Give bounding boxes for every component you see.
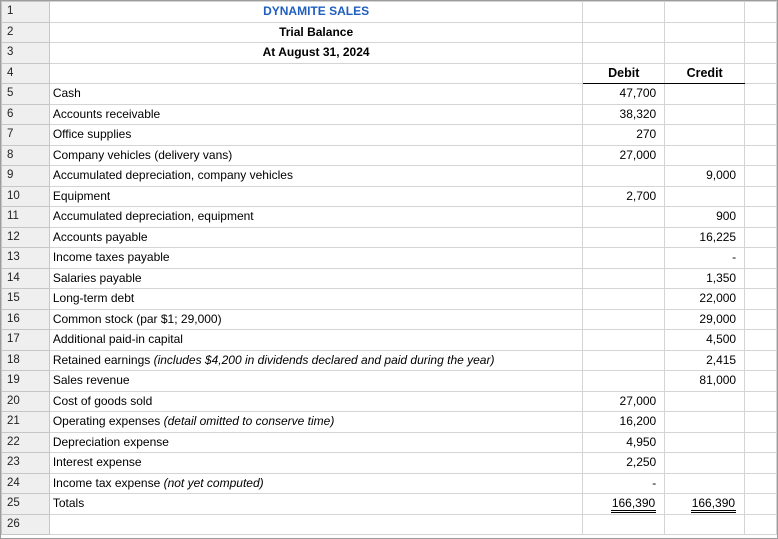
cell[interactable] <box>745 494 777 515</box>
cell[interactable] <box>745 330 777 351</box>
sheet-row <box>2 432 777 453</box>
debit-cell[interactable] <box>583 207 665 228</box>
row-header[interactable]: 14 <box>2 268 50 289</box>
row-header[interactable]: 8 <box>2 145 50 166</box>
debit-cell[interactable]: 16,200 <box>583 412 665 433</box>
row-header[interactable]: 11 <box>2 207 50 228</box>
cell[interactable] <box>745 473 777 494</box>
cell[interactable] <box>665 2 745 23</box>
account-name-cell[interactable] <box>49 166 583 187</box>
cell[interactable] <box>745 514 777 535</box>
debit-cell[interactable] <box>583 309 665 330</box>
sheet-row <box>2 412 777 433</box>
cell[interactable] <box>583 43 665 64</box>
cell[interactable] <box>583 22 665 43</box>
debit-cell[interactable] <box>583 248 665 269</box>
row-header[interactable]: 2 <box>2 22 50 43</box>
cell[interactable] <box>745 166 777 187</box>
cell[interactable] <box>745 350 777 371</box>
total-credit-cell[interactable] <box>665 494 745 515</box>
credit-cell[interactable] <box>665 84 745 105</box>
sheet-row <box>2 391 777 412</box>
row-header[interactable]: 16 <box>2 309 50 330</box>
credit-cell[interactable] <box>665 391 745 412</box>
account-label: Accounts payable <box>52 229 148 244</box>
debit-cell[interactable]: 2,700 <box>583 186 665 207</box>
debit-cell[interactable]: 2,250 <box>583 453 665 474</box>
row-header[interactable]: 5 <box>2 84 50 105</box>
cell[interactable] <box>745 391 777 412</box>
credit-cell[interactable] <box>665 412 745 433</box>
account-label: Salaries payable <box>52 270 142 285</box>
account-name-cell[interactable] <box>49 309 583 330</box>
credit-cell[interactable] <box>665 125 745 146</box>
account-label: Cost of goods sold <box>52 393 153 408</box>
credit-cell[interactable]: 4,500 <box>665 330 745 351</box>
debit-cell[interactable] <box>583 227 665 248</box>
row-header[interactable]: 9 <box>2 166 50 187</box>
sheet-row <box>2 2 777 23</box>
cell[interactable] <box>745 371 777 392</box>
cell[interactable] <box>745 289 777 310</box>
account-label: Office supplies <box>52 127 132 142</box>
credit-cell[interactable]: 16,225 <box>665 227 745 248</box>
row-header[interactable]: 10 <box>2 186 50 207</box>
account-name-cell[interactable] <box>49 453 583 474</box>
credit-column-header[interactable]: Credit <box>665 63 745 84</box>
account-label: Equipment <box>52 188 111 203</box>
credit-cell[interactable] <box>665 186 745 207</box>
sheet-row <box>2 125 777 146</box>
debit-cell[interactable]: 27,000 <box>583 145 665 166</box>
sheet-row <box>2 453 777 474</box>
debit-cell[interactable] <box>583 330 665 351</box>
row-header[interactable]: 23 <box>2 453 50 474</box>
row-header[interactable]: 18 <box>2 350 50 371</box>
account-name-cell[interactable] <box>49 227 583 248</box>
cell[interactable] <box>745 84 777 105</box>
sheet-row <box>2 350 777 371</box>
row-header[interactable]: 4 <box>2 63 50 84</box>
account-name-cell[interactable] <box>49 350 583 371</box>
cell[interactable] <box>745 145 777 166</box>
row-header[interactable]: 6 <box>2 104 50 125</box>
debit-cell[interactable]: 47,700 <box>583 84 665 105</box>
row-header[interactable]: 13 <box>2 248 50 269</box>
account-label: Operating expenses <box>52 414 164 429</box>
cell[interactable] <box>745 207 777 228</box>
account-note: (not yet computed) <box>163 475 264 490</box>
row-header[interactable]: 25 <box>2 494 50 515</box>
account-name-cell[interactable] <box>49 371 583 392</box>
account-label: Company vehicles (delivery vans) <box>52 147 233 162</box>
account-name-cell[interactable] <box>49 268 583 289</box>
cell[interactable] <box>745 125 777 146</box>
cell[interactable] <box>745 2 777 23</box>
sheet-row <box>2 268 777 289</box>
row-header[interactable]: 1 <box>2 2 50 23</box>
credit-cell[interactable] <box>665 453 745 474</box>
sheet-row <box>2 22 777 43</box>
cell[interactable] <box>49 63 583 84</box>
company-title-cell[interactable]: DYNAMITE SALES <box>49 2 583 23</box>
sheet-row <box>2 104 777 125</box>
credit-cell[interactable]: 9,000 <box>665 166 745 187</box>
cell[interactable] <box>665 43 745 64</box>
debit-cell[interactable]: 4,950 <box>583 432 665 453</box>
cell[interactable] <box>745 453 777 474</box>
credit-cell[interactable] <box>665 104 745 125</box>
cell[interactable] <box>745 227 777 248</box>
account-name-cell[interactable] <box>49 330 583 351</box>
debit-cell[interactable]: 27,000 <box>583 391 665 412</box>
sheet-row <box>2 309 777 330</box>
account-label: Additional paid-in capital <box>52 332 183 347</box>
cell[interactable] <box>583 514 665 535</box>
sheet-row <box>2 43 777 64</box>
account-label: Sales revenue <box>52 373 130 388</box>
account-name-cell[interactable] <box>49 289 583 310</box>
account-name-cell[interactable] <box>49 248 583 269</box>
cell[interactable] <box>745 104 777 125</box>
sheet-row <box>2 330 777 351</box>
credit-cell[interactable]: - <box>665 248 745 269</box>
trial-balance-grid <box>1 1 777 535</box>
row-header[interactable]: 26 <box>2 514 50 535</box>
account-name-cell[interactable] <box>49 186 583 207</box>
totals-label-cell[interactable]: Totals <box>49 494 583 515</box>
account-label: Accounts receivable <box>52 106 161 121</box>
sheet-row <box>2 145 777 166</box>
cell[interactable] <box>745 43 777 64</box>
account-note: (includes $4,200 in dividends declared and paid during the year) <box>153 352 495 367</box>
account-label: Long-term debt <box>52 291 135 306</box>
row-header[interactable]: 12 <box>2 227 50 248</box>
cell[interactable] <box>665 514 745 535</box>
account-label: Cash <box>52 86 81 101</box>
sheet-row <box>2 84 777 105</box>
credit-cell[interactable]: 29,000 <box>665 309 745 330</box>
credit-cell[interactable] <box>665 432 745 453</box>
account-label: Retained earnings <box>52 352 154 367</box>
cell[interactable] <box>665 22 745 43</box>
sheet-row <box>2 207 777 228</box>
account-name-cell[interactable] <box>49 145 583 166</box>
account-name-cell[interactable] <box>49 391 583 412</box>
sheet-row <box>2 371 777 392</box>
cell[interactable] <box>745 412 777 433</box>
credit-cell[interactable] <box>665 473 745 494</box>
account-label: Accumulated depreciation, equipment <box>52 209 254 224</box>
sheet-row <box>2 227 777 248</box>
total-debit-cell[interactable] <box>583 494 665 515</box>
credit-cell[interactable] <box>665 145 745 166</box>
debit-cell[interactable] <box>583 289 665 310</box>
credit-cell[interactable]: 22,000 <box>665 289 745 310</box>
debit-cell[interactable] <box>583 268 665 289</box>
cell[interactable] <box>745 186 777 207</box>
debit-cell[interactable] <box>583 350 665 371</box>
sheet-row <box>2 166 777 187</box>
account-label: Common stock (par $1; 29,000) <box>52 311 222 326</box>
report-subtitle-cell[interactable]: Trial Balance <box>49 22 583 43</box>
debit-cell[interactable]: 38,320 <box>583 104 665 125</box>
debit-column-header[interactable]: Debit <box>583 63 665 84</box>
debit-cell[interactable] <box>583 371 665 392</box>
account-name-cell[interactable] <box>49 412 583 433</box>
cell[interactable] <box>745 248 777 269</box>
cell[interactable] <box>745 22 777 43</box>
row-header[interactable]: 17 <box>2 330 50 351</box>
credit-cell[interactable]: 81,000 <box>665 371 745 392</box>
cell[interactable] <box>49 514 583 535</box>
account-label: Interest expense <box>52 455 142 470</box>
row-header[interactable]: 21 <box>2 412 50 433</box>
report-date-cell[interactable]: At August 31, 2024 <box>49 43 583 64</box>
account-name-cell[interactable] <box>49 104 583 125</box>
cell[interactable] <box>745 63 777 84</box>
cell[interactable] <box>583 2 665 23</box>
account-name-cell[interactable] <box>49 432 583 453</box>
debit-cell[interactable]: 270 <box>583 125 665 146</box>
sheet-row <box>2 514 777 535</box>
account-label: Accumulated depreciation, company vehicles <box>52 168 293 183</box>
account-note: (detail omitted to conserve time) <box>163 414 335 429</box>
total-debit-value: 166,390 <box>611 496 656 513</box>
account-name-cell[interactable] <box>49 207 583 228</box>
account-label: Income tax expense <box>52 475 164 490</box>
sheet-row <box>2 186 777 207</box>
row-header[interactable]: 7 <box>2 125 50 146</box>
row-header[interactable]: 20 <box>2 391 50 412</box>
row-header[interactable]: 15 <box>2 289 50 310</box>
account-label: Depreciation expense <box>52 434 169 449</box>
account-name-cell[interactable] <box>49 473 583 494</box>
row-header[interactable]: 22 <box>2 432 50 453</box>
sheet-row <box>2 289 777 310</box>
credit-cell[interactable]: 1,350 <box>665 268 745 289</box>
row-header[interactable]: 3 <box>2 43 50 64</box>
credit-cell[interactable]: 2,415 <box>665 350 745 371</box>
row-header[interactable]: 19 <box>2 371 50 392</box>
account-name-cell[interactable] <box>49 84 583 105</box>
debit-cell[interactable] <box>583 166 665 187</box>
row-header[interactable]: 24 <box>2 473 50 494</box>
cell[interactable] <box>745 309 777 330</box>
account-label: Income taxes payable <box>52 250 170 265</box>
totals-row <box>2 494 777 515</box>
total-credit-value: 166,390 <box>691 496 736 513</box>
cell[interactable] <box>745 432 777 453</box>
sheet-row <box>2 248 777 269</box>
sheet-row <box>2 63 777 84</box>
debit-cell[interactable]: - <box>583 473 665 494</box>
credit-cell[interactable]: 900 <box>665 207 745 228</box>
account-name-cell[interactable] <box>49 125 583 146</box>
sheet-row <box>2 473 777 494</box>
cell[interactable] <box>745 268 777 289</box>
